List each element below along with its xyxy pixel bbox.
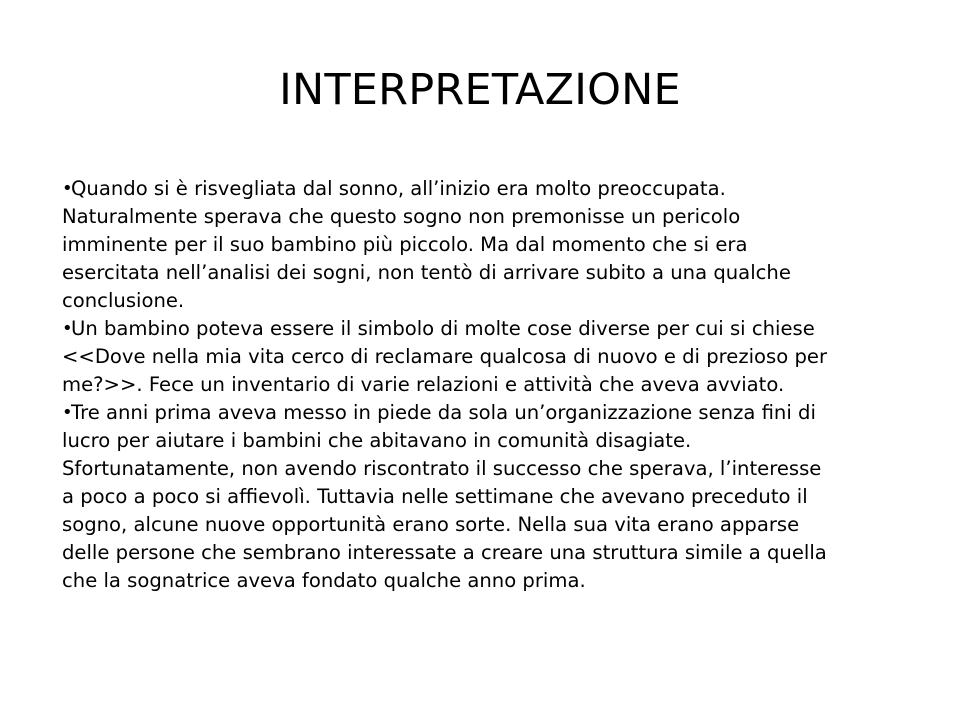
bullet-line: Naturalmente sperava che questo sogno non premonisse un pericolo <box>62 205 741 228</box>
bullet-icon: • <box>62 402 73 423</box>
bullet-item-1 <box>62 175 912 315</box>
bullet-line: Sfortunatamente, non avendo riscontrato il successo che sperava, l’interesse <box>62 457 822 480</box>
bullet-item-2 <box>62 315 912 399</box>
slide-title: INTERPRETAZIONE <box>279 65 681 115</box>
bullet-line: che la sognatrice aveva fondato qualche anno prima. <box>62 569 586 592</box>
bullet-item-3 <box>62 399 912 595</box>
bullet-line <box>62 175 912 203</box>
bullet-line <box>62 315 912 343</box>
bullet-icon: • <box>62 178 73 199</box>
bullet-text: Tre anni prima aveva messo in piede da sola un’organizzazione senza fini di <box>71 401 816 424</box>
bullet-line: <<Dove nella mia vita cerco di reclamare qualcosa di nuovo e di prezioso per <box>62 345 828 368</box>
bullet-line: imminente per il suo bambino più piccolo. Ma dal momento che si era <box>62 233 748 256</box>
bullet-line: a poco a poco si affievolì. Tuttavia nelle settimane che avevano preceduto il <box>62 485 808 508</box>
bullet-line: conclusione. <box>62 289 185 312</box>
bullet-text: Un bambino poteva essere il simbolo di molte cose diverse per cui si chiese <box>71 317 815 340</box>
bullet-line: lucro per aiutare i bambini che abitavano in comunità disagiate. <box>62 429 692 452</box>
bullet-line: esercitata nell’analisi dei sogni, non tentò di arrivare subito a una qualche <box>62 261 791 284</box>
bullet-list <box>62 175 912 595</box>
bullet-icon: • <box>62 318 73 339</box>
bullet-line: sogno, alcune nuove opportunità erano sorte. Nella sua vita erano apparse <box>62 513 800 536</box>
bullet-text: Quando si è risvegliata dal sonno, all’inizio era molto preoccupata. <box>71 177 726 200</box>
bullet-line <box>62 399 912 427</box>
bullet-line: me?>>. Fece un inventario di varie relazioni e attività che aveva avviato. <box>62 373 785 396</box>
bullet-line: delle persone che sembrano interessate a creare una struttura simile a quella <box>62 541 827 564</box>
